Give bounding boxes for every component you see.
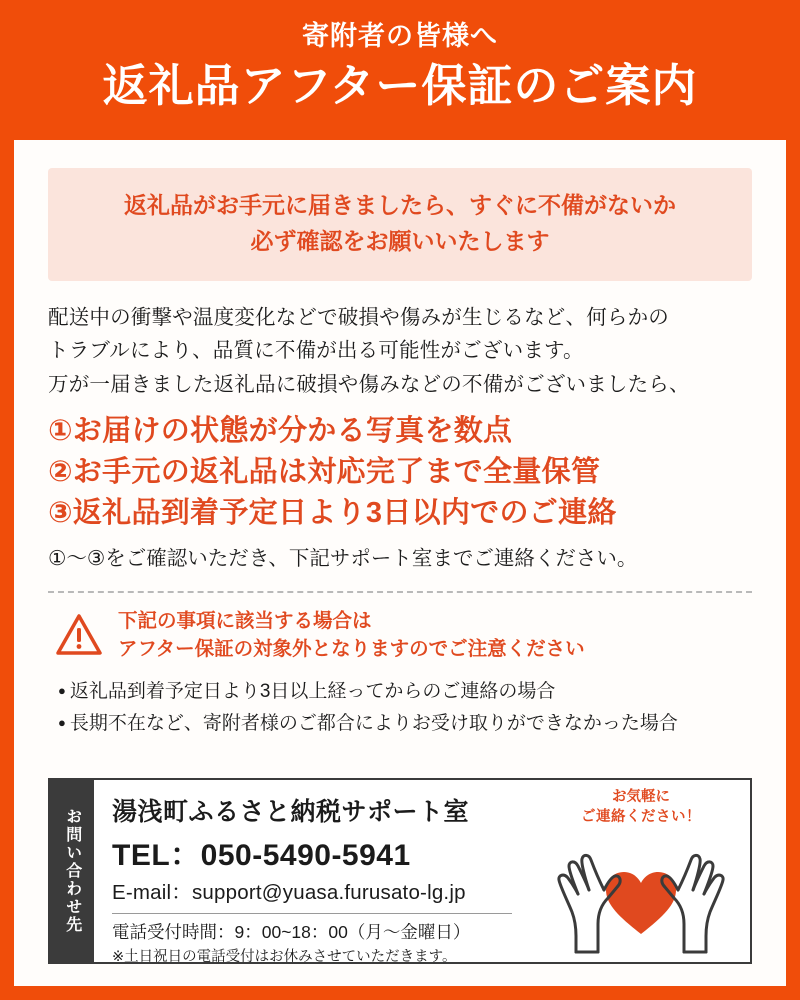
exclusion-list [48, 676, 752, 741]
body-para2: 万が一届きました返礼品に破損や傷みなどの不備がございましたら、 [48, 372, 690, 396]
contact-tab-label: お問い合わせ先 [50, 780, 94, 962]
page-title: 返礼品アフター保証のご案内 [102, 59, 698, 111]
warning-block [48, 607, 752, 664]
warning-triangle-icon [56, 614, 102, 656]
warning-line-1: 下記の事項に該当する場合は [118, 610, 372, 633]
email-address[interactable]: E-mail：support@yuasa.furusato-lg.jp [112, 881, 466, 904]
contact-box [48, 778, 752, 964]
numbered-list [48, 411, 752, 535]
content-card [14, 140, 786, 986]
page-header [0, 0, 800, 114]
list-item: ①お届けの状態が分かる写真を数点 [48, 414, 513, 447]
list-item: ②お手元の返礼品は対応完了まで全量保管 [48, 456, 601, 489]
header-subtitle: 寄附者の皆様へ [302, 21, 498, 51]
notice-line-1: 返礼品がお手元に届きましたら、すぐに不備がないか [124, 192, 676, 218]
notice-box [48, 168, 752, 281]
list-item: ● 返礼品到着予定日より3日以上経ってからのご連絡の場合 [58, 676, 752, 709]
notice-line-2: 必ず確認をお願いいたします [250, 227, 550, 254]
office-hours: 電話受付時間：9：00~18：00（月～金曜日） [112, 922, 471, 942]
art-caption-line-1: お気軽に [612, 789, 670, 805]
list-item: ③返礼品到着予定日より3日以内でのご連絡 [48, 497, 617, 530]
telephone-number[interactable]: TEL：050-5490-5941 [112, 839, 411, 872]
body-text [48, 301, 752, 401]
art-caption-line-2: ご連絡ください！ [581, 808, 701, 825]
contact-details [94, 780, 750, 966]
dashed-divider [48, 591, 752, 593]
office-hours-note: ※土日祝日の電話受付はお休みさせていただきます。 [112, 949, 457, 966]
warning-line-2: アフター保証の対象外となりますのでご注意ください [118, 638, 585, 661]
warning-text [118, 607, 585, 664]
body-para1-line2: トラブルにより、品質に不備が出る可能性がございます。 [48, 339, 584, 363]
contact-divider [112, 913, 512, 914]
list-item: ● 長期不在など、寄附者様のご都合によりお受け取りができなかった場合 [58, 708, 752, 741]
organization-name: 湯浅町ふるさと納税サポート室 [112, 798, 470, 826]
hands-holding-heart-icon [546, 786, 736, 956]
body-para1-line1: 配送中の衝撃や温度変化などで破損や傷みが生じるなど、何らかの [48, 306, 669, 330]
art-caption [546, 788, 736, 827]
closing-text: ①～③をご確認いただき、下記サポート室までご連絡ください。 [48, 547, 638, 571]
